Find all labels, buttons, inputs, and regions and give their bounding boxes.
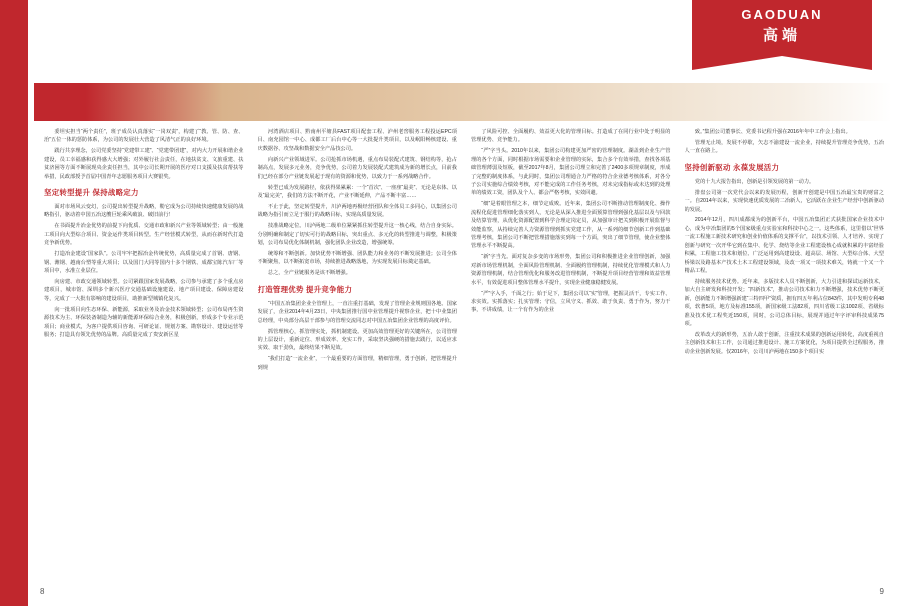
- logo-chinese-text: 高端: [762, 27, 801, 44]
- body-paragraph: 向新兴产业领域进军。公司抢抓市场机遇，重点布局装配式建筑、钢结构等，抢占制高点，发展多元业务，竞争优势，公司着力发展装配式建筑成为新的增长点，目前我们已经在部分产业链发展起于现有的资源和优势，以致力于一系列战略合作。: [257, 156, 457, 180]
- body-paragraph: 党的十九大报告指出，创新是引领发展的第一动力。: [694, 178, 815, 185]
- body-paragraph: 总之，全产业链服务是该不断增强。: [267, 270, 351, 277]
- body-paragraph: “严”字当头。2010年以来，集团公司构建更加严密的管理制度。湖盖到企业生产管理的各个方面，同时根据市场需要和企业管理的实际，集合多个有效举措，查找各项基础管理薄弱及短板，截至2017年8月，集团公司理立和完善了2400多项规章制度，形成了完整的制度体系，与此同时，集团公司理通合力严格的符合企业德考核体系，对各分子公司实施综合绩效考核，对不能完成的工作任务考核，对未完成指标或未达到的处理单的绩效工资，团队及个人、都会严格考核，实效回避。: [471, 148, 671, 197]
- page-number-right: 9: [879, 587, 884, 596]
- left-red-spine: [0, 0, 28, 606]
- logo-banner: [692, 0, 872, 56]
- body-paragraph: 打造冶金建设“国家队”。公司牢牢把握冶金传统优势，高质量完成了首钢、唐钢、钢、潍钢、越南台塑等重大项目；以及国门大同等国内十多个钢铁、成都宝陈汽车厂等项目中，水准立业层位。: [44, 251, 244, 274]
- body-paragraph: “细”是着眼管理之本，细节定成败。近年来，集团公司不断推动管理制度化、操作流程化促进管理细化落实到人，无论是从深入推进全面预算管理到强化基层以及与回款及结算管理，从优化资源配置到科学合理定岗定员，从加强审计把关到积极开展监督与效能监察，从持续完善人力资源管理到抓实党建工作，从一系列的细节创新工作到基础管理考核，集团公司不断把管理措施落实到每一个方面，突出了细节管理，使企业整体管理水平不断提高。: [471, 201, 671, 250]
- logo-banner-notch: [692, 56, 872, 70]
- body-paragraph: 委坦实担当“两个责任”，班子成员认真落实“一岗双责”，构建了“教、管、防、查、治”五位一体的惩防体系，为公司的发展壮大营造了风清气正的良好环境。: [44, 129, 244, 144]
- body-paragraph: “我们打造“一流企业”，一个最重要的方面管理，精细管理，勇于创新，把管理提升到规: [257, 356, 457, 371]
- body-paragraph: “中国五冶集团企业全管理上，一直注重打基础，发现了管理企业规则国各地、国家发展了，企业2014年4月23日，中央集团推行国中业管理提升视察企业，把十中业集团总经理，中央部分高层干部参与的管理交流同志对中国五冶集团企业管理的高度评价。: [257, 300, 457, 324]
- body-paragraph: 技准战略定位。川泸两地二级单位紧紧抓住转型提升这一核心线，结合自身实际。分别明确和制定了切实可行的战略目标，突出重点、多元化的转型推进与调整，积极策划，公司布局优化体制机制，强化团队企业改造，增强统筹。: [257, 223, 457, 247]
- page-number-left: 8: [40, 587, 45, 596]
- article-columns: [44, 128, 884, 558]
- body-paragraph: 在书面提升冶金优势的前提下向优质、交通市政和新兴产业等领域转型；由一般施工项目向大型综合项目、资金运作类项目转型。生产经营模式转型，从而在新时代打造竞争新优势。: [44, 223, 244, 247]
- body-paragraph: “新”字当先。面对复杂多变的市场形势，集团公司和积极推进企业管理创新，加强对新市场管理机制，全面风险管理机制、全面履约管理机制，持续优化管理模式和人力资源管理机制，结合管理优化和服务改进管理机制，不断提升项目经营管理和效益管理水平，有效促进项目整体管理水平提升，实现企业健康稳健发展。: [471, 254, 671, 286]
- body-paragraph: 践行共享理念，公司党委坚持“党建带工建”、“党建带团建”，对内大力开展和谐企业建设，员工幸福感和获得感大大增强；对外履行社会责任，在地扶贫支、文旅重建、扶贫济困等方面不断展现央企责任担当，其中公司长期开展的医疗对口支援及扶贫帮扶等举措，民政部授予首届中国青年志愿服务项目大赛银奖。: [44, 148, 244, 180]
- body-paragraph: 持续服务技术优势。近年来，多版技术人员不断创新，大力引进和探试运新技术，加大自主研发和科技开发；“四新技术”，推动公司技术和力不断增强，技术优势不断更新，创新能力不断增强新建“三特四甲”资质，拥有四五年利占位843件，其中发明专利48项，软著5项，地方及标准155项，新国家级工法82项，四川省级工法1002项、省级标准及技术优工程奖近150项，同时，公司总体目标，展现并通过年字评审科技成果75项。: [684, 278, 884, 327]
- text-column-1: [44, 128, 244, 558]
- section-heading: 坚定转型提升 保持战略定力: [44, 188, 139, 198]
- body-paragraph: 了风险可控、全面履约、效益更大化的管理目标。打造成了在同行业中处于明显的管理优势、竞争能力。: [471, 129, 671, 144]
- body-paragraph: 不止于此，坚定转型提升，川泸两地再极经营团队和全体员工多同心，以集团公司战略为指引而立足于服行的战略目标，实现高质量发展。: [257, 203, 457, 219]
- body-paragraph: 向一批项目向生态环保、新能源，采取业务及冶金技术领域转型；公司布局再生资源技术为主、环保装备制造为辅的新能源环保综合业务，积极创新，形成多个专业示范项目；商业模式，为客户提供项目咨询、可研论证、规划方案、勘察设计、建设运营等服务；打造具有领先优势的品牌。高质量完成了贵安新区星: [44, 306, 244, 338]
- text-column-2: [258, 128, 458, 558]
- section-heading: 坚持创新驱动 永葆发展活力: [684, 162, 780, 172]
- body-paragraph: 抓管理核心，抓管理实处，抓机制建设。更加高效管理更好的关键所在，公司管理的上层设计，重新定位、形成效率、充实工作，采取坚决强硬的措施去践行，以适应求实效、取干劲负，最终结果不断见效。: [257, 328, 457, 352]
- body-paragraph: 2014年12月，四川成都成为的创新平台，中国五冶集团正式获批国家企业技术中心，成为中冶集团的5个国家级重点实验室和科技中心之一。这些体系，这里借以“世界一流工程施工新技术研究和创业价值体系的支撑平台”，以技术引领、人才培养、实现了创新与研究一次开华它到在集中、化学、烧结等企业工程建设核心成就积累的丰富经验积累，工程施工技术和划位、广泛运用到高建设设、超高层、场馆、大型综合体、大型桥梁以及路基本产技术土木工程建设领域，及改一项又一项技术难关，铸就一个又一个精品工程。: [684, 217, 884, 274]
- header-gradient-band: [34, 83, 892, 121]
- logo-english-text: GAODUAN: [741, 7, 823, 22]
- body-paragraph: 排盘公司第一次党代会以来的发展历程，创新开创建是中国五冶最宝贵的财富之一。自2014年以来，实现快速优质发展的二冶新人，它活跃在企业生产经营中创新驱动的发展。: [684, 189, 884, 213]
- text-column-4: [685, 128, 885, 558]
- body-paragraph: 转型已成为发展路径，依获得果累累：一个“首次”、一座座“最美”、无论是东体、以及“最完美”，我们的方法不断开花，产业不断延伸，产品不断丰富……: [257, 184, 457, 199]
- body-paragraph: 面对市场风云变幻，公司提出转型提升战略，勒它成为公司持续快速健康发展的战略指引，驱动着中国五冶这艘巨轮乘风破浪、破旧前行！: [44, 204, 244, 219]
- body-paragraph: 河湾酒店项目、黔南州平塘县FAST项目配套工程、泸州老窖服务工程投运EPC项目、南充园馆一中心、成都工厂后台中心等一大批提升类项目，以及岷阳畅核建设、重庆数据谷、攻坚战和数据安全产品技公司。: [257, 129, 457, 152]
- body-paragraph: “严”字入手，千面之行；始于足下，集团公司以“实”管理，把握灵活干，专实工作、求实效。实抓落实；扎实管理；守信，立风守义、抓效、敢于负责、勇于作为，努力干事，不讲成绩，让一个有作为的企业: [471, 290, 671, 314]
- body-paragraph: 改革改大的新形势，五冶人敢于创新，注重技术成果的创新运用转化，高度重视自主创新技术和主工作，公司通过推进设计、施工方案优化，为项目提供全过程服务，推动企业创新发展。仅2016年，公司川泸两地在150多个项目实: [684, 331, 884, 355]
- body-paragraph: 致。”集团公司董事长、党委书记程升强在2016年年中工作会上指出。: [694, 129, 851, 135]
- text-column-3: [471, 128, 671, 558]
- body-paragraph: 统筹和不断创新。加快优势不断增强、团队能力和业务的不断发展推进；公司全体不断聚焦，以不断拓宽市场，持续推进战略落地，为实现发展目标奠定基础。: [257, 250, 457, 266]
- body-paragraph: 向房建、市政交通领域转型。公司紧跟国家发展战略，公司参与承建了多个重点房建项目，城市馆、深圳多个新兴医疗交通基础设施建设、地产项目建设、保障房建设等，完成了一大批有影响的建设项目，助推新型城镇化复兴。: [44, 278, 244, 302]
- body-paragraph: 管理无止境，发展不停歇，矢志不渝建设一流企业，持续提升管理竞争优势，五冶人一直在路上。: [684, 139, 884, 155]
- section-heading: 打造管理优势 提升竞争能力: [257, 284, 353, 294]
